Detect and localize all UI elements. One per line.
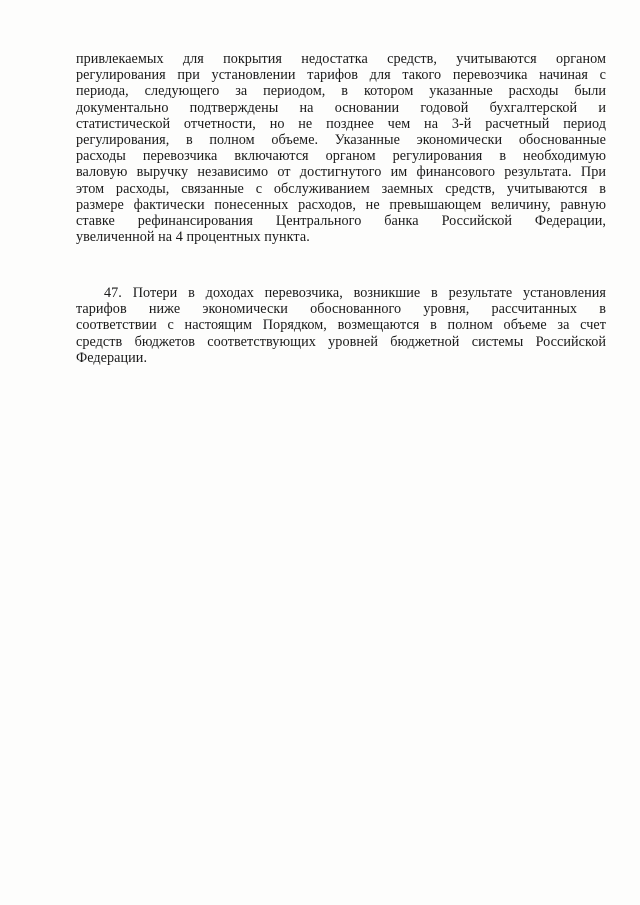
text-line: средств бюджетов соответствующих уровней бюджетной системы Российской bbox=[76, 333, 606, 350]
text-line: соответствии с настоящим Порядком, возмещаются в полном объеме за счет bbox=[76, 317, 606, 334]
paragraph-47 bbox=[76, 285, 606, 366]
text-line: валовую выручку независимо от достигнутого им финансового результата. При bbox=[76, 164, 606, 181]
text-line: ставке рефинансирования Центрального банка Российской Федерации, bbox=[76, 212, 606, 229]
text-line: периода, следующего за периодом, в котором указанные расходы были bbox=[76, 83, 606, 100]
text-line: увеличенной на 4 процентных пункта. bbox=[76, 229, 310, 246]
text-line: тарифов ниже экономически обоснованного уровня, рассчитанных в bbox=[76, 301, 606, 318]
text-line: расходы перевозчика включаются органом регулирования в необходимую bbox=[76, 148, 606, 165]
text-line: статистической отчетности, но не позднее чем на 3-й расчетный период bbox=[76, 115, 606, 132]
text-line: документально подтверждены на основании годовой бухгалтерской и bbox=[76, 99, 606, 116]
text-line: привлекаемых для покрытия недостатка средств, учитываются органом bbox=[76, 51, 606, 67]
text-line: регулирования, в полном объеме. Указанные экономически обоснованные bbox=[76, 131, 606, 148]
text-line: размере фактически понесенных расходов, не превышающем величину, равную bbox=[76, 196, 606, 213]
text-line: Федерации. bbox=[76, 349, 148, 366]
text-line: регулирования при установлении тарифов для такого перевозчика начиная с bbox=[76, 67, 606, 84]
text-line: 47. Потери в доходах перевозчика, возникшие в результате установления bbox=[104, 285, 606, 301]
text-line: этом расходы, связанные с обслуживанием заемных средств, учитываются в bbox=[76, 180, 606, 197]
paragraph-continuation bbox=[76, 51, 606, 245]
